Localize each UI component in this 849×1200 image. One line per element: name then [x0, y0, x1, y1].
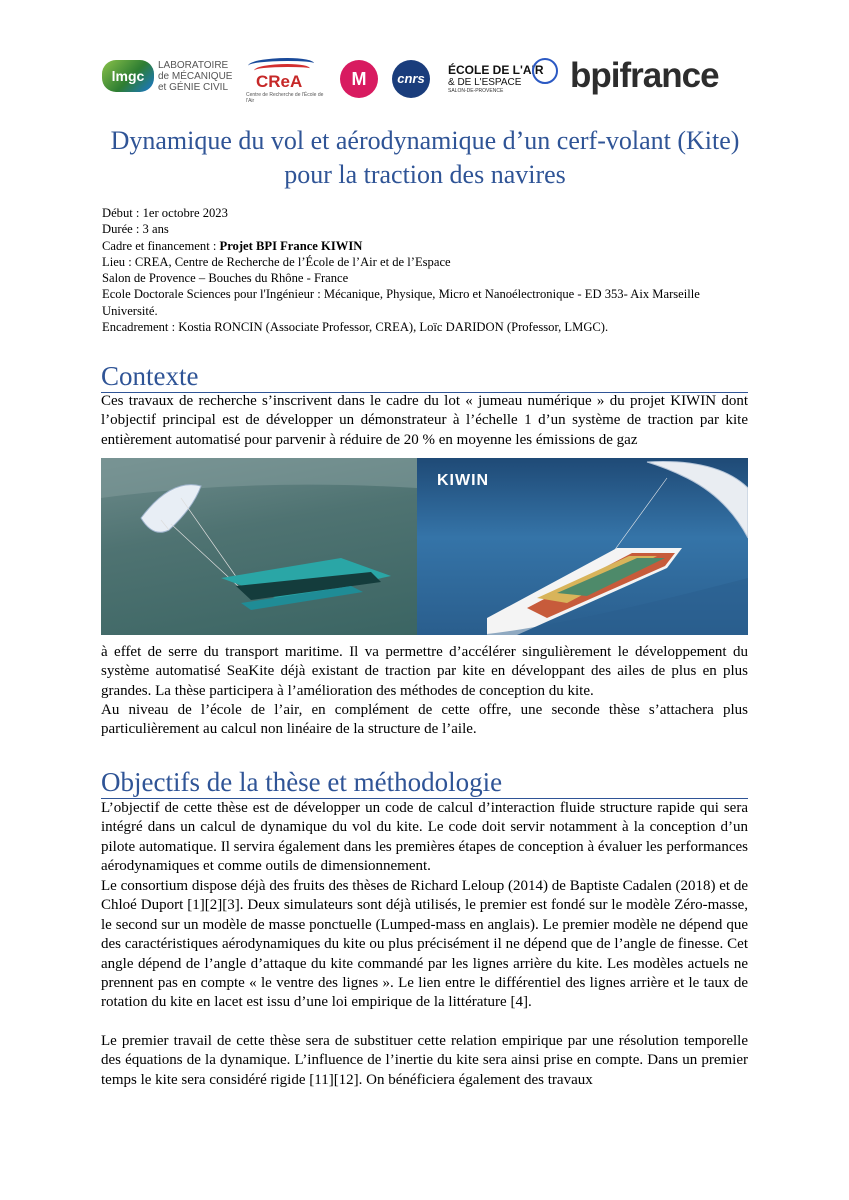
- seakite-photo: [101, 458, 417, 635]
- contexte-paragraph-1: Ces travaux de recherche s’inscrivent dans le cadre du lot « jumeau numérique » du projet KIWIN dont l’objectif principal est de développer un démonstrateur à l’échelle 1 d’un système de traction par kite entièrement automatisé pour parvenir à réduire de 20 % en moyenne les émissions de gaz: [101, 393, 748, 448]
- kiwin-photo: [417, 458, 748, 635]
- crea-logo: [244, 54, 324, 104]
- cnrs-logo: cnrs: [392, 60, 430, 98]
- lmgc-logo-text: [158, 60, 238, 93]
- lmgc-text-line: et GÉNIE CIVIL: [158, 82, 229, 93]
- ecole-logo-line: SALON-DE-PROVENCE: [448, 88, 504, 94]
- ecole-logo-line: ÉCOLE DE L'AIR: [448, 63, 544, 77]
- thesis-metadata: [102, 205, 722, 335]
- amu-logo: M: [340, 60, 378, 98]
- meta-city: Salon de Provence – Bouches du Rhône - France: [102, 271, 349, 286]
- meta-doctoral-school: Ecole Doctorale Sciences pour l'Ingénieur : Mécanique, Physique, Micro et Nanoélectronique - ED 353- Aix Marseille Université.: [102, 287, 700, 318]
- crea-logo-name: CReA: [256, 72, 303, 91]
- bpifrance-logo: [570, 56, 719, 96]
- meta-supervision: Encadrement : Kostia RONCIN (Associate Professor, CREA), Loïc DARIDON (Professor, LMGC).: [102, 320, 609, 335]
- meta-duration: Durée : 3 ans: [102, 222, 169, 237]
- france-text: france: [619, 56, 719, 95]
- lmgc-text-line: de MÉCANIQUE: [158, 71, 233, 82]
- lmgc-text-line: LABORATOIRE: [158, 60, 229, 71]
- meta-start: Début : 1er octobre 2023: [102, 206, 228, 220]
- bpi-text: bpi: [570, 56, 620, 95]
- ecole-bird-icon: [532, 58, 558, 84]
- meta-funding-label: Cadre et financement :: [102, 238, 220, 253]
- document-title: Dynamique du vol et aérodynamique d’un cerf-volant (Kite) pour la traction des navires: [110, 126, 740, 189]
- contexte-paragraph-3: Au niveau de l’école de l’air, en complément de cette offre, une seconde thèse s’attachera plus particulièrement au calcul non linéaire de la structure de l’aile.: [101, 702, 748, 738]
- meta-funding: [102, 238, 722, 254]
- meta-location: Lieu : CREA, Centre de Recherche de l’École de l’Air et de l’Espace: [102, 254, 451, 269]
- meta-funding-value: Projet BPI France KIWIN: [219, 238, 363, 253]
- ecole-logo-line: & DE L'ESPACE: [448, 77, 522, 88]
- contexte-paragraph-2: à effet de serre du transport maritime. Il va permettre d’accélérer singulièrement le développement du système automatisé SeaKite déjà existant de traction par kite en développant des ailes de plus en plus grandes. La thèse participera à l’amélioration des méthodes de conception du kite.: [101, 644, 748, 699]
- section-heading-contexte: Contexte: [101, 360, 748, 393]
- kite-photos: [101, 458, 748, 635]
- objectifs-paragraph-2: Le consortium dispose déjà des fruits des thèses de Richard Leloup (2014) de Baptiste Cadalen (2018) et de Chloé Duport [1][2][3]. Deux simulateurs sont déjà utilisés, le premier est fondé sur le modèle Zéro-masse, le second sur un modèle de masse ponctuelle (Lumped-mass en anglais). Le premier modèle ne dépend que des caractéristiques aérodynamiques du kite ou plus précisément il ne dépend que de l’angle de finesse. Cet angle dépend de l’angle d’attaque du kite commandé par les lignes arrière du kite. Les modèles actuels ne prennent pas en compte « le ventre des lignes ». Le lien entre le différentiel des lignes arrière et le taux de rotation du kite en lacet est issu d’une loi empirique de la littérature [4].: [101, 878, 748, 1011]
- objectifs-paragraph-1: L’objectif de cette thèse est de développer un code de calcul d’interaction fluide structure rapide qui sera intégré dans un calcul de dynamique du vol du kite. Le code doit servir notamment à la conception d’un pilote automatique. Il servira également dans les premières étapes de conception à évaluer les performances aérodynamiques et comme outils de dimensionnement.: [101, 800, 748, 875]
- objectifs-paragraph-3: Le premier travail de cette thèse sera de substituer cette relation empirique par une résolution temporelle des équations de la dynamique. L’influence de l’inertie du kite sera ainsi prise en compte. Dans un premier temps le kite sera considéré rigide [11][12]. On bénéficiera également des travaux: [101, 1033, 748, 1088]
- seakite-illustration: [101, 458, 417, 635]
- partner-logos: [102, 52, 742, 106]
- crea-logo-subtitle: Centre de Recherche de l'École de l'Air: [246, 92, 324, 104]
- kiwin-photo-label: KIWIN: [437, 472, 490, 489]
- lmgc-logo: lmgc: [102, 60, 154, 92]
- ecole-air-espace-logo: [448, 64, 556, 95]
- section-heading-objectifs: Objectifs de la thèse et méthodologie: [101, 766, 748, 799]
